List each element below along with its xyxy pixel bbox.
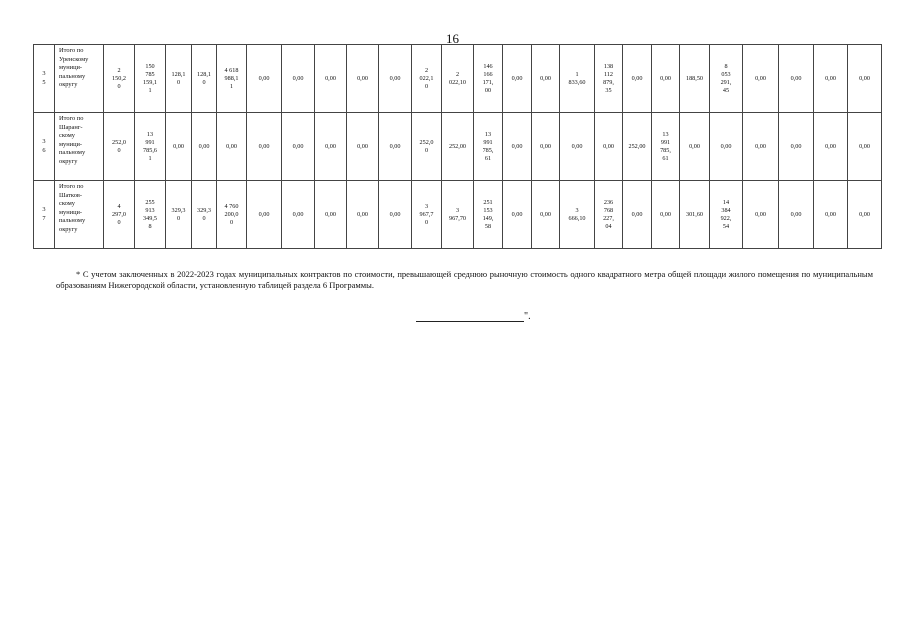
table-cell: 0,00 — [560, 113, 595, 181]
signature-line — [416, 311, 524, 322]
table-cell: 188,50 — [680, 45, 710, 113]
table-cell: 0,00 — [848, 113, 882, 181]
row-name: Итого по Шатков- скому муници- пальному округу — [55, 181, 104, 249]
table-cell: 0,00 — [503, 45, 532, 113]
table-cell: 0,00 — [315, 181, 347, 249]
table-row — [34, 181, 882, 249]
table-cell: 0,00 — [379, 113, 412, 181]
row-index: 3 6 — [34, 113, 55, 181]
table-cell: 0,00 — [532, 45, 560, 113]
row-name: Итого по Уренскому муници- пальному округу — [55, 45, 104, 113]
row-index: 3 5 — [34, 45, 55, 113]
table-cell: 13 991 785, 61 — [652, 113, 680, 181]
table-cell: 252,00 — [623, 113, 652, 181]
table-cell: 0,00 — [652, 181, 680, 249]
table-cell: 329,3 0 — [166, 181, 192, 249]
table-cell: 0,00 — [848, 181, 882, 249]
table-cell: 0,00 — [166, 113, 192, 181]
table-cell: 4 618 988,1 1 — [217, 45, 247, 113]
table-cell: 8 053 291, 45 — [710, 45, 743, 113]
table-cell: 0,00 — [532, 181, 560, 249]
table-cell: 0,00 — [532, 113, 560, 181]
table-cell: 4 760 200,0 0 — [217, 181, 247, 249]
table-cell: 0,00 — [347, 45, 379, 113]
closing-line — [416, 311, 531, 322]
table-cell: 0,00 — [247, 113, 282, 181]
table-cell: 0,00 — [282, 181, 315, 249]
table-cell: 0,00 — [379, 181, 412, 249]
table-cell: 0,00 — [282, 113, 315, 181]
table-cell: 3 967,70 — [442, 181, 474, 249]
footnote: * С учетом заключенных в 2022-2023 годах муниципальных контрактов по стоимости, превышающей среднюю рыночную стоимость одного квадратного метра общей площади жилого помещения по муниципальным образованиям Нижегородской области, установленную таблицей раздела 6 Программы. — [56, 269, 873, 290]
table-cell: 0,00 — [192, 113, 217, 181]
table-cell: 0,00 — [503, 113, 532, 181]
table-cell: 13 991 785, 61 — [474, 113, 503, 181]
table-cell: 0,00 — [282, 45, 315, 113]
table-cell: 0,00 — [247, 181, 282, 249]
table-cell: 0,00 — [315, 45, 347, 113]
table-cell: 0,00 — [503, 181, 532, 249]
table-cell: 252,0 0 — [412, 113, 442, 181]
table-cell: 0,00 — [595, 113, 623, 181]
table-cell: 252,00 — [442, 113, 474, 181]
data-table — [33, 44, 882, 249]
table-cell: 329,3 0 — [192, 181, 217, 249]
table-cell: 251 153 149, 58 — [474, 181, 503, 249]
table-cell: 0,00 — [779, 181, 814, 249]
table-cell: 0,00 — [623, 181, 652, 249]
table-cell: 4 297,0 0 — [104, 181, 135, 249]
table-cell: 1 833,60 — [560, 45, 595, 113]
table-cell: 0,00 — [623, 45, 652, 113]
table-cell: 0,00 — [814, 113, 848, 181]
table-cell: 0,00 — [680, 113, 710, 181]
table-cell: 0,00 — [779, 45, 814, 113]
table-cell: 0,00 — [217, 113, 247, 181]
table-cell: 255 913 349,5 8 — [135, 181, 166, 249]
table-row — [34, 113, 882, 181]
table-cell: 128,1 0 — [192, 45, 217, 113]
table-cell: 3 666,10 — [560, 181, 595, 249]
table-cell: 2 022,1 0 — [412, 45, 442, 113]
table-cell: 0,00 — [779, 113, 814, 181]
row-index: 3 7 — [34, 181, 55, 249]
closing-mark: ". — [524, 311, 531, 322]
table-cell: 236 768 227, 04 — [595, 181, 623, 249]
table-cell: 3 967,7 0 — [412, 181, 442, 249]
table-cell: 0,00 — [347, 113, 379, 181]
table-cell: 150 785 159,1 1 — [135, 45, 166, 113]
row-name: Итого по Шаранг- скому муници- пальному округу — [55, 113, 104, 181]
table-cell: 252,0 0 — [104, 113, 135, 181]
table-cell: 0,00 — [247, 45, 282, 113]
table-cell: 0,00 — [347, 181, 379, 249]
table-cell: 0,00 — [743, 181, 779, 249]
table-cell: 2 150,2 0 — [104, 45, 135, 113]
table-cell: 0,00 — [743, 113, 779, 181]
table-cell: 301,60 — [680, 181, 710, 249]
table-cell: 146 166 171, 00 — [474, 45, 503, 113]
table-cell: 13 991 785,6 1 — [135, 113, 166, 181]
table-cell: 0,00 — [814, 181, 848, 249]
table-cell: 0,00 — [848, 45, 882, 113]
page-number: 16 — [446, 31, 459, 46]
table-cell: 0,00 — [814, 45, 848, 113]
table-cell: 138 112 879, 35 — [595, 45, 623, 113]
table-cell: 0,00 — [315, 113, 347, 181]
table-row — [34, 45, 882, 113]
table-cell: 0,00 — [743, 45, 779, 113]
table-cell: 0,00 — [652, 45, 680, 113]
table-cell: 14 384 922, 54 — [710, 181, 743, 249]
table-cell: 0,00 — [710, 113, 743, 181]
table-cell: 0,00 — [379, 45, 412, 113]
table-cell: 2 022,10 — [442, 45, 474, 113]
table-cell: 128,1 0 — [166, 45, 192, 113]
